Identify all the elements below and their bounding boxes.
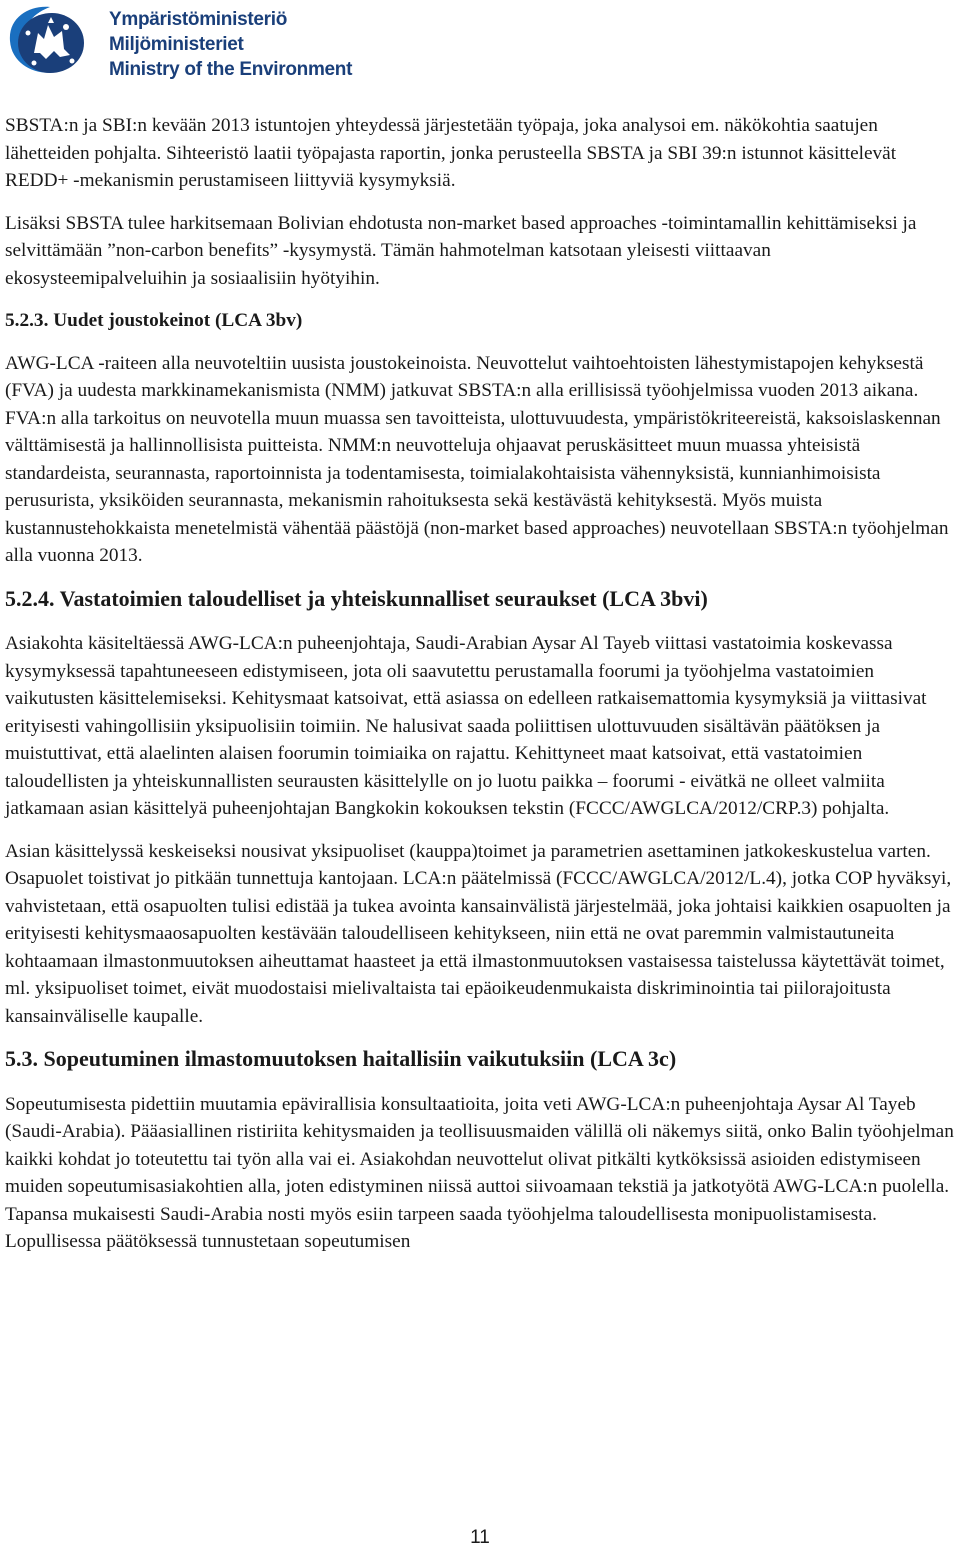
paragraph-bolivia-proposal: Lisäksi SBSTA tulee harkitsemaan Bolivian ehdotusta non-market based approaches -toimintamallin kehittämiseksi ja selvittämään ”non-carbon benefits” -kysymystä. Tämän hahmotelman katsotaan yleisesti viittaavan ekosysteemipalveluihin ja sosiaalisiin hyötyihin. bbox=[5, 212, 917, 289]
logo-line-swedish: Miljöministeriet bbox=[109, 34, 244, 55]
logo-wordmark bbox=[109, 7, 352, 82]
heading-5-3: 5.3. Sopeutuminen ilmastomuutoksen haitallisiin vaikutuksiin (LCA 3c) bbox=[5, 1046, 677, 1071]
paragraph-adaptation: Sopeutumisesta pidettiin muutamia epävirallisia konsultaatioita, joita veti AWG-LCA:n puheenjohtaja Aysar Al Tayeb (Saudi-Arabia). Pääasiallinen ristiriita kehitysmaiden ja teollisuusmaiden välillä oli näkemys siitä, onko Balin työohjelman kaikki kohdat jo toteutettu tai työn alla vai ei. Asiakohdan neuvottelut olivat pitkälti kytköksissä asioiden edistymiseen muiden sopeutumisasiakohtien alla, joten edistyminen niissä auttoi siivoamaan tekstiä ja jatkotyötä AWG-LCA:n puolella. Tapansa mukaisesti Saudi-Arabia nosti myös esiin tarpeen saada työohjelma taloudellisesta monipuolistamisesta. Lopullisessa päätöksessä tunnustetaan sopeutumisen bbox=[5, 1093, 954, 1252]
page-number: 11 bbox=[470, 1527, 490, 1548]
paragraph-workshop: SBSTA:n ja SBI:n kevään 2013 istuntojen yhteydessä järjestetään työpaja, joka analysoi em. näkökohtia saatujen lähetteiden pohjalta. Sihteeristö laatii työpajasta raportin, jonka perusteella SBSTA ja SBI 39:n istunnot käsittelevät REDD+ -mekanismin perustamiseen liittyviä kysymyksiä. bbox=[5, 115, 897, 191]
heading-5-2-3: 5.2.3. Uudet joustokeinot (LCA 3bv) bbox=[5, 310, 303, 331]
heading-5-2-4: 5.2.4. Vastatoimien taloudelliset ja yhteiskunnalliset seuraukset (LCA 3bvi) bbox=[5, 585, 708, 611]
document-body bbox=[5, 112, 955, 1271]
lion-emblem-icon bbox=[4, 3, 94, 78]
ministry-logo bbox=[4, 3, 353, 81]
paragraph-response-measures: Asiakohta käsiteltäessä AWG-LCA:n puheenjohtaja, Saudi-Arabian Aysar Al Tayeb viittasi vastatoimia koskevassa kysymyksessä tapahtuneeseen edistymiseen, jota oli saavutettu perustamalla foorumi ja työohjelma vastatoimien vaikutusten käsittelemiseksi. Kehitysmaat katsoivat, että asiassa on edelleen ratkaisemattomia kysymyksiä ja viittasivat erityisesti vahingollisiin yksipuolisiin toimiin. Ne halusivat saada poliittisen ulottuvuuden sisältävän päätöksen ja muistuttivat, että alaelinten alaisen foorumin toimiaika on rajattu. Kehittyneet maat katsoivat, että vastatoimien taloudellisten ja yhteiskunnallisten seurausten käsittelylle on jo luotu paikka – foorumi - eivätkä ne olleet valmiita jatkamaan asian käsittelyä puheenjohtajan Bangkokin kokouksen tekstin (FCCC/AWGLCA/2012/CRP.3) pohjalta. bbox=[5, 633, 927, 819]
logo-line-english: Ministry of the Environment bbox=[109, 59, 353, 80]
paragraph-unilateral-measures: Asian käsittelyssä keskeiseksi nousivat yksipuoliset (kauppa)toimet ja parametrien asettaminen jatkokeskustelua varten. Osapuolet toistivat jo pitkään tunnettuja kantojaan. LCA:n päätelmissä (FCCC/AWGLCA/2012/L.4), jotka COP hyväksyi, vahvistetaan, että osapuolten tulisi edistää ja tukea avointa kansainvälistä järjestelmää, joka johtaisi kaikkien osapuolten ja erityisesti kehitysmaaosapuolten kestävään taloudelliseen kehitykseen, niin että ne ovat paremmin valmistautuneita kohtaamaan ilmastonmuutoksen aiheuttamat haasteet ja että ilmastonmuutoksen vastaisessa taistelussa käytettävät toimet, ml. yksipuoliset toimet, eivät muodostaisi mielivaltaista tai epäoikeudenmukaista diskriminointia tai piilorajoitusta kansainväliselle kaupalle. bbox=[5, 840, 952, 1027]
paragraph-flexibility-mechanisms: AWG-LCA -raiteen alla neuvoteltiin uusista joustokeinoista. Neuvottelut vaihtoehtoisten lähestymistapojen kehyksestä (FVA) ja uudesta markkinamekanismista (NMM) jatkuvat SBSTA:n alla erillisissä työohjelmissa vuoden 2013 aikana. FVA:n alla tarkoitus on neuvotella muun muassa sen tavoitteista, ulottuvuudesta, ympäristökriteereistä, kaksoislaskennan välttämisestä ja hallinnollisista puitteista. NMM:n neuvotteluja ohjaavat peruskäsitteet muun muassa yhteisistä standardeista, seurannasta, raportoinnista ja todentamisesta, toimialakohtaisista vähennyksistä, kunnianhimoisista perusurista, yksiköiden seurannasta, mekanismin rahoituksesta sekä kestävästä kehityksestä. Myös muista kustannustehokkaista menetelmistä vähentää päästöjä (non-market based approaches) neuvotellaan SBSTA:n työohjelman alla vuonna 2013. bbox=[5, 352, 949, 566]
logo-line-finnish: Ympäristöministeriö bbox=[109, 9, 288, 30]
